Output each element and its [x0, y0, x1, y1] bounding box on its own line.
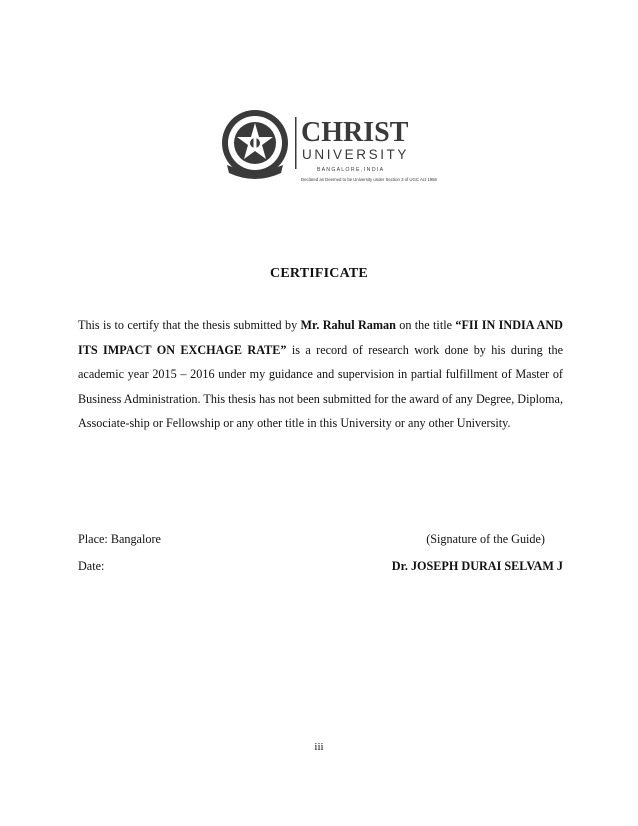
thesis-title: “FII IN INDIA AND ITS IMPACT ON EXCHAGE RATE”: [78, 318, 563, 357]
body-text-3: is a record of research work done by his during the academic year 2015 – 2016 under my guidance and supervision in partial fulfillment of Master of Business Administration. This thesis has not been submitted for the award of any Degree, Diploma, Associate-ship or Fellowship or any other title in this University or any other University.: [78, 342, 563, 431]
logo-tagline: Declared as Deemed to be University under Section 3 of UGC Act 1956: [301, 177, 437, 182]
signature-label: (Signature of the Guide): [426, 532, 545, 546]
certificate-title: CERTIFICATE: [270, 266, 368, 281]
place-signature-row: [78, 532, 563, 547]
student-name: Mr. Rahul Raman: [300, 318, 396, 332]
page-number: iii: [314, 741, 324, 753]
certificate-body: [78, 313, 563, 436]
guide-name: Dr. JOSEPH DURAI SELVAM J: [391, 559, 563, 573]
body-text-1: This is to certify that the thesis submitted by: [78, 318, 301, 332]
logo-location: B A N G A L O R E , I N D I A: [317, 167, 384, 173]
logo-subname: UNIVERSITY: [302, 147, 410, 162]
date-guide-row: [78, 559, 563, 574]
body-text-2: on the title: [395, 318, 456, 332]
place-label: Place: Bangalore: [78, 532, 161, 546]
christ-emblem-icon: [215, 105, 437, 191]
university-logo: [215, 105, 437, 191]
date-label: Date:: [78, 559, 105, 573]
logo-name: CHRIST: [301, 117, 409, 148]
